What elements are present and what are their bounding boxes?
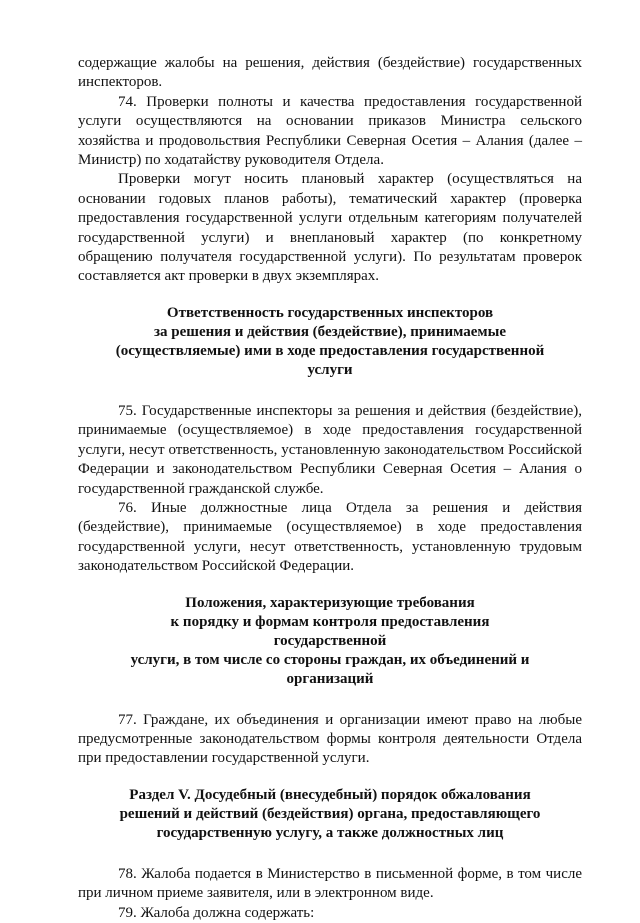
heading-line: к порядку и формам контроля предоставления (170, 613, 490, 630)
section-heading-control-forms (78, 594, 582, 689)
heading-line: услуги (307, 361, 353, 378)
heading-line: (осуществляемые) ими в ходе предоставления государственной (115, 342, 545, 359)
paragraph-74: 74. Проверки полноты и качества предоставления государственной услуги осуществляются на основании приказов Министра сельского хозяйства и продовольствия Республики Северная Осетия – Алания (далее – Министр) по ходатайству руководителя Отдела. (78, 93, 582, 169)
paragraph-77: 77. Граждане, их объединения и организации имеют право на любые предусмотренные законодательством формы контроля деятельности Отдела при предоставлении государственной услуги. (78, 711, 582, 767)
paragraph-76: 76. Иные должностные лица Отдела за решения и действия (бездействие), принимаемые (осуществляемое) в ходе предоставления государственной услуги, несут ответственность, установленную трудовым законодательством Российской Федерации. (78, 499, 582, 575)
heading-line: за решения и действия (бездействие), принимаемые (154, 323, 506, 340)
document-body (78, 54, 582, 923)
heading-line: услуги, в том числе со стороны граждан, их объединений и (130, 651, 530, 668)
heading-line: решений и действий (бездействия) органа, предоставляющего (119, 805, 541, 822)
section-heading-responsibility (78, 304, 582, 380)
heading-line: Раздел V. Досудебный (внесудебный) порядок обжалования (129, 786, 531, 803)
paragraph-75: 75. Государственные инспекторы за решения и действия (бездействие), принимаемые (осуществляемое) в ходе предоставления государственной услуги, несут ответственность, установленную законодательством Российской Федерации и законодательством Республики Северная Осетия – Алания о государственной гражданской службе. (78, 402, 582, 497)
heading-line: Ответственность государственных инспекторов (166, 304, 494, 321)
paragraph-continuation: содержащие жалобы на решения, действия (бездействие) государственных инспекторов. (78, 55, 582, 91)
heading-line: государственной (273, 632, 387, 649)
heading-line: организаций (286, 670, 374, 687)
section-heading-appeal (78, 786, 582, 843)
paragraph-78: 78. Жалоба подается в Министерство в письменной форме, в том числе при личном приеме заявителя, или в электронном виде. (78, 865, 582, 902)
heading-line: Положения, характеризующие требования (185, 594, 475, 611)
paragraph-79: 79. Жалоба должна содержать: (118, 904, 315, 921)
paragraph-checks: Проверки могут носить плановый характер (осуществляться на основании годовых планов работы), тематический характер (проверка предоставления государственной услуги отдельным категориям получателей государственной услуги) и внеплановый характер (по конкретному обращению получателя государственной услуги). По результатам проверок составляется акт проверки в двух экземплярах. (78, 171, 582, 285)
heading-line: государственную услугу, а также должностных лиц (156, 824, 504, 841)
